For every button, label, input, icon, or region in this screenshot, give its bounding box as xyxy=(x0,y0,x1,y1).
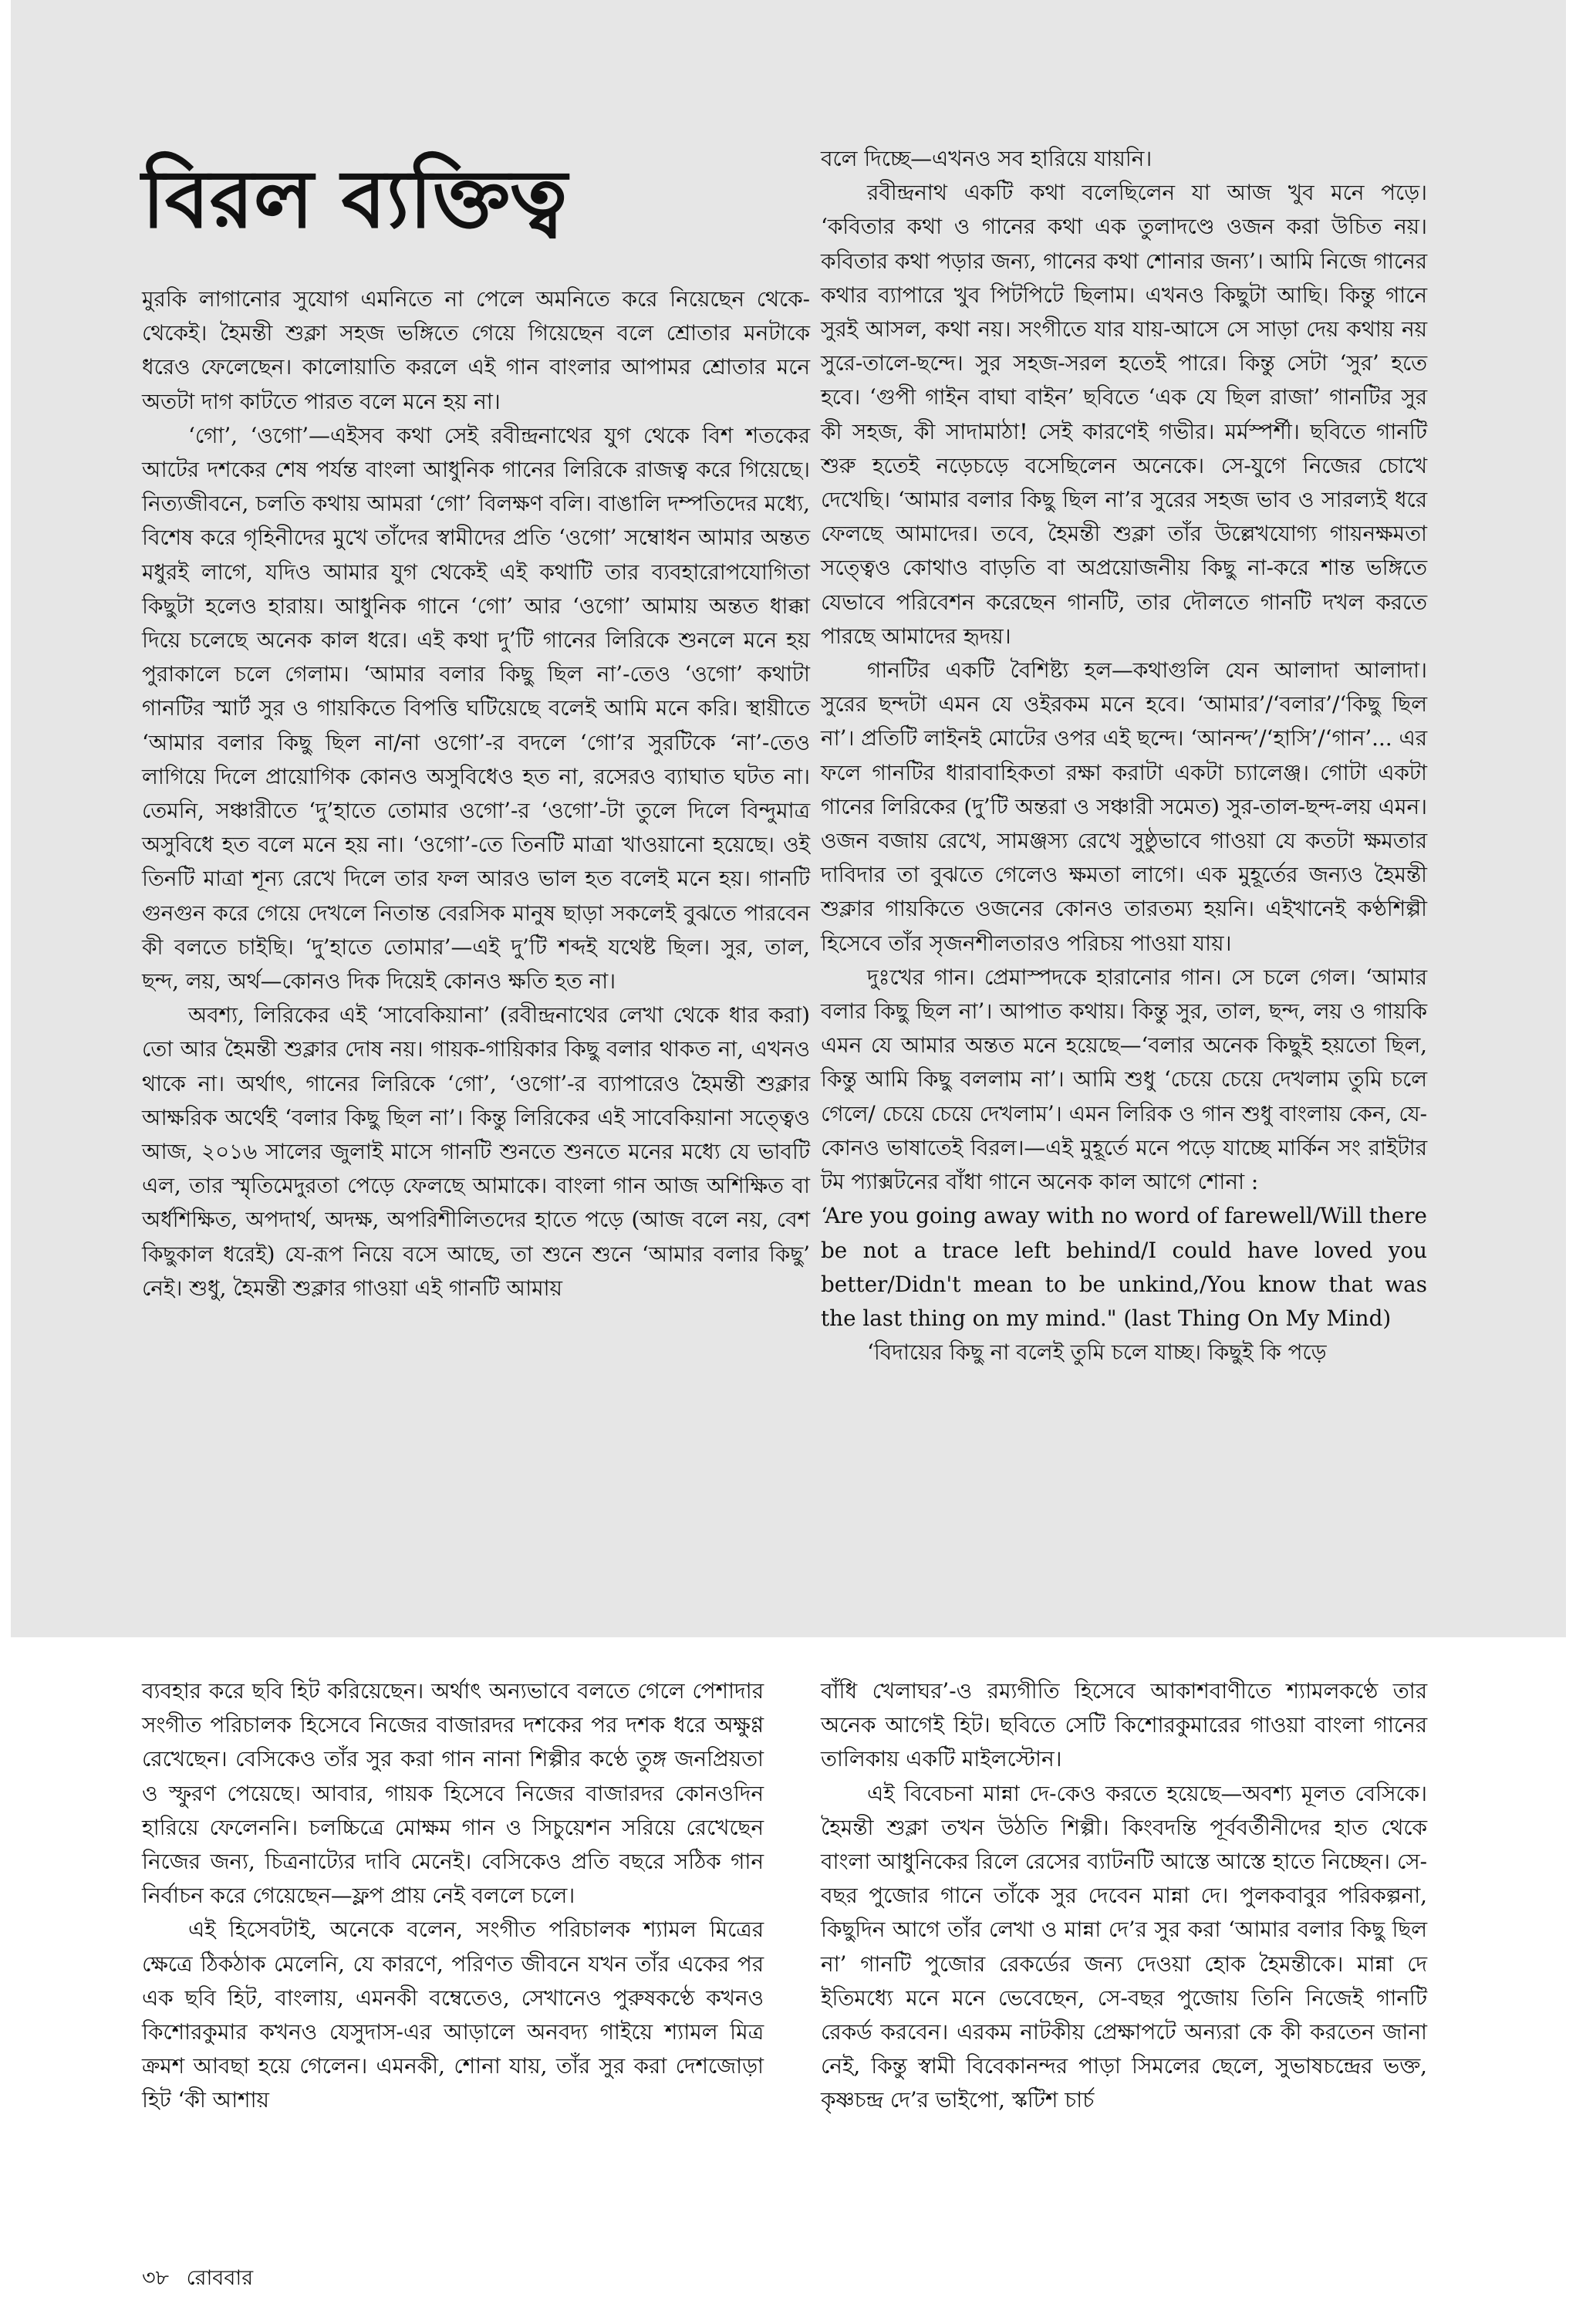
magazine-name: রোববার xyxy=(186,2266,254,2290)
paragraph: মুরকি লাগানোর সুযোগ এমনিতে না পেলে অমনিতে করে নিয়েছেন থেকে-থেকেই। হৈমন্তী শুক্লা সহজ ভঙ্গিতে গেয়ে গিয়েছেন বলে শ্রোতার মনটাকে ধরেও ফেলেছেন। কালোয়াতি করলে এই গান বাংলার আপামর শ্রোতার মনে অতটা দাগ কাটতে পারত বলে মনে হয় না। xyxy=(142,286,810,414)
paragraph: গানটির একটি বৈশিষ্ট্য হল—কথাগুলি যেন আলাদা আলাদা। সুরের ছন্দটা এমন যে ওইরকম মনে হবে। ‘আমার’/‘বলার’/‘কিছু ছিল না’। প্রতিটি লাইনই মোটের ওপর এই ছন্দে। ‘আনন্দ’/‘হাসি’/‘গান’... এর ফলে গানটির ধারাবাহিকতা রক্ষা করাটা একটা চ্যালেঞ্জ। গোটা একটা গানের লিরিকের (দু’টি অন্তরা ও সঞ্চারী সমেত) সুর-তাল-ছন্দ-লয় এমন। ওজন বজায় রেখে, সামঞ্জস্য রেখে সুষ্ঠুভাবে গাওয়া যে কতটা ক্ষমতার দাবিদার তা বুঝতে গেলেও ক্ষমতা লাগে। এক মুহূর্তের জন্যও হৈমন্তী শুক্লার গায়কিতে ওজনের কোনও তারতম্য হয়নি। এইখানেই কণ্ঠশিল্পী হিসেবে তাঁর সৃজনশীলতারও পরিচয় পাওয়া যায়। xyxy=(821,657,1427,956)
column-4 xyxy=(821,1674,1427,2118)
paragraph: রবীন্দ্রনাথ একটি কথা বলেছিলেন যা আজ খুব মনে পড়ে। ‘কবিতার কথা ও গানের কথা এক তুলাদণ্ডে ওজন করা উচিত নয়। কবিতার কথা পড়ার জন্য, গানের কথা শোনার জন্য’। আমি নিজে গানের কথার ব্যাপারে খুব পিটপিটে ছিলাম। এখনও কিছুটা আছি। কিন্তু গানে সুরই আসল, কথা নয়। সংগীতে যার যায়-আসে সে সাড়া দেয় কথায় নয় সুরে-তালে-ছন্দে। সুর সহজ-সরল হতেই পারে। কিন্তু সেটা ‘সুর’ হতে হবে। ‘গুপী গাইন বাঘা বাইন’ ছবিতে ‘এক যে ছিল রাজা’ গানটির সুর কী সহজ, কী সাদামাঠা! সেই কারণেই গভীর। মর্মস্পর্শী। ছবিতে গানটি শুরু হতেই নড়েচড়ে বসেছিলেন অনেকে। সে-যুগে নিজের চোখে দেখেছি। ‘আমার বলার কিছু ছিল না’র সুরের সহজ ভাব ও সারল্যই ধরে ফেলছে আমাদের। তবে, হৈমন্তী শুক্লা তাঁর উল্লেখযোগ্য গায়নক্ষমতা সত্ত্বেও কোথাও বাড়তি বা অপ্রয়োজনীয় কিছু না-করে শান্ত ভঙ্গিতে যেভাবে পরিবেশন করেছেন গানটি, তার দৌলতে গানটি দখল করতে পারছে আমাদের হৃদয়। xyxy=(821,180,1427,649)
paragraph: দুঃখের গান। প্রেমাস্পদকে হারানোর গান। সে চলে গেল। ‘আমার বলার কিছু ছিল না’। আপাত কথায়। কিন্তু সুর, তাল, ছন্দ, লয় ও গায়কি এমন যে আমার অন্তত মনে হয়েছে—‘বলার অনেক কিছুই হয়তো ছিল, কিন্তু আমি কিছু বললাম না’। আমি শুধু ‘চেয়ে চেয়ে দেখলাম তুমি চলে গেলে/ চেয়ে চেয়ে দেখলাম’। এমন লিরিক ও গান শুধু বাংলায় কেন, যে-কোনও ভাষাতেই বিরল।—এই মুহূর্তে মনে পড়ে যাচ্ছে মার্কিন সং রাইটার টম প্যাক্সটনের বাঁধা গানে অনেক কাল আগে শোনা : xyxy=(821,964,1427,1195)
paragraph: বাঁধি খেলাঘর’-ও রম্যগীতি হিসেবে আকাশবাণীতে শ্যামলকণ্ঠে তার অনেক আগেই হিট। ছবিতে সেটি কিশোরকুমারের গাওয়া বাংলা গানের তালিকায় একটি মাইলস্টোন। xyxy=(821,1678,1427,1772)
page-footer xyxy=(142,2262,264,2297)
paragraph: ব্যবহার করে ছবি হিট করিয়েছেন। অর্থাৎ অন্যভাবে বলতে গেলে পেশাদার সংগীত পরিচালক হিসেবে নিজের বাজারদর দশকের পর দশক ধরে অক্ষুণ্ণ রেখেছেন। বেসিকেও তাঁর সুর করা গান নানা শিল্পীর কণ্ঠে তুঙ্গ জনপ্রিয়তা ও স্ফুরণ পেয়েছে। আবার, গায়ক হিসেবে নিজের বাজারদর কোনওদিন হারিয়ে ফেলেননি। চলচ্চিত্রে মোক্ষম গান ও সিচুয়েশন সরিয়ে রেখেছেন নিজের জন্য, চিত্রনাট্যের দাবি মেনেই। বেসিকেও প্রতি বছরে সঠিক গান নির্বাচন করে গেয়েছেন—ফ্লপ প্রায় নেই বললে চলে। xyxy=(142,1678,764,1909)
paragraph: ‘বিদায়ের কিছু না বলেই তুমি চলে যাচ্ছ। কিছুই কি পড়ে xyxy=(867,1339,1327,1366)
column-3 xyxy=(142,1674,764,2118)
paragraph: ‘গো’, ‘ওগো’—এইসব কথা সেই রবীন্দ্রনাথের যুগ থেকে বিশ শতকের আটের দশকের শেষ পর্যন্ত বাংলা আধুনিক গানের লিরিকে রাজত্ব করে গিয়েছে। নিত্যজীবনে, চলতি কথায় আমরা ‘গো’ বিলক্ষণ বলি। বাঙালি দম্পতিদের মধ্যে, বিশেষ করে গৃহিনীদের মুখে তাঁদের স্বামীদের প্রতি ‘ওগো’ সম্বোধন আমার অন্তত মধুরই লাগে, যদিও আমার যুগ থেকেই এই কথাটি তার ব্যবহারোপযোগিতা কিছুটা হলেও হারায়। আধুনিক গানে ‘গো’ আর ‘ওগো’ আমায় অন্তত ধাক্কা দিয়ে চলেছে অনেক কাল ধরে। এই কথা দু’টি গানের লিরিকে শুনলে মনে হয় পুরাকালে চলে গেলাম। ‘আমার বলার কিছু ছিল না’-তেও ‘ওগো’ কথাটা গানটির স্মার্ট সুর ও গায়কিতে বিপত্তি ঘটিয়েছে বলেই আমি মনে করি। স্থায়ীতে ‘আমার বলার কিছু ছিল না/না ওগো’-র বদলে ‘গো’র সুরটিকে ‘না’-তেও লাগিয়ে দিলে প্রায়োগিক কোনও অসুবিধেও হত না, রসেরও ব্যাঘাত ঘটত না। তেমনি, সঞ্চারীতে ‘দু’হাতে তোমার ওগো’-র ‘ওগো’-টা তুলে দিলে বিন্দুমাত্র অসুবিধে হত বলে মনে হয় না। ‘ওগো’-তে তিনটি মাত্রা খাওয়ানো হয়েছে। ওই তিনটি মাত্রা শূন্য রেখে দিলে তার ফল আরও ভাল হত বলেই মনে হয়। গানটি গুনগুন করে গেয়ে দেখলে নিতান্ত বেরসিক মানুষ ছাড়া সকলেই বুঝতে পারবেন কী বলতে চাইছি। ‘দু’হাতে তোমার’—এই দু’টি শব্দই যথেষ্ট ছিল। সুর, তাল, ছন্দ, লয়, অর্থ—কোনও দিক দিয়েই কোনও ক্ষতি হত না। xyxy=(142,422,810,995)
paragraph: এই হিসেবটাই, অনেকে বলেন, সংগীত পরিচালক শ্যামল মিত্রের ক্ষেত্রে ঠিকঠাক মেলেনি, যে কারণে, পরিণত জীবনে যখন তাঁর একের পর এক ছবি হিট, বাংলায়, এমনকী বম্বেতেও, সেখানেও পুরুষকণ্ঠে কখনও কিশোরকুমার কখনও যেসুদাস-এর আড়ালে অনবদ্য গাইয়ে শ্যামল মিত্র ক্রমশ আবছা হয়ে গেলেন। এমনকী, শোনা যায়, তাঁর সুর করা দেশজোড়া হিট ‘কী আশায় xyxy=(142,1917,764,2113)
article-title: বিরল ব্যক্তিত্ব xyxy=(142,151,568,246)
english-quote: ‘Are you going away with no word of farewell/Will there be not a trace left behind/I could have loved you better/Didn't mean to be unkind,/You know that was the last thing on my mind." (last Thing On My Mind) xyxy=(821,1203,1427,1331)
paragraph: এই বিবেচনা মান্না দে-কেও করতে হয়েছে—অবশ্য মূলত বেসিকে। হৈমন্তী শুক্লা তখন উঠতি শিল্পী। কিংবদন্তি পূর্ববর্তীনীদের হাত থেকে বাংলা আধুনিকের রিলে রেসের ব্যাটনটি আস্তে আস্তে হাতে নিচ্ছেন। সে-বছর পুজোর গানে তাঁকে সুর দেবেন মান্না দে। পুলকবাবুর পরিকল্পনা, কিছুদিন আগে তাঁর লেখা ও মান্না দে’র সুর করা ‘আমার বলার কিছু ছিল না’ গানটি পুজোর রেকর্ডের জন্য দেওয়া হোক হৈমন্তীকে। মান্না দে ইতিমধ্যে মনে মনে ভেবেছেন, সে-বছর পুজোয় তিনি নিজেই গানটি রেকর্ড করবেন। এরকম নাটকীয় প্রেক্ষাপটে অন্যরা কে কী করতেন জানা নেই, কিন্তু স্বামী বিবেকানন্দর পাড়া সিমলের ছেলে, সুভাষচন্দ্রের ভক্ত, কৃষ্ণচন্দ্র দে’র ভাইপো, স্কটিশ চার্চ xyxy=(821,1780,1427,2113)
column-1 xyxy=(142,282,810,1306)
paragraph: অবশ্য, লিরিকের এই ‘সাবেকিয়ানা’ (রবীন্দ্রনাথের লেখা থেকে ধার করা) তো আর হৈমন্তী শুক্লার দোষ নয়। গায়ক-গায়িকার কিছু বলার থাকত না, এখনও থাকে না। অর্থাৎ, গানের লিরিকে ‘গো’, ‘ওগো’-র ব্যাপারেও হৈমন্তী শুক্লার আক্ষরিক অর্থেই ‘বলার কিছু ছিল না’। কিন্তু লিরিকের এই সাবেকিয়ানা সত্ত্বেও আজ, ২০১৬ সালের জুলাই মাসে গানটি শুনতে শুনতে মনের মধ্যে যে ভাবটি এল, তার স্মৃতিমেদুরতা পেড়ে ফেলছে আমাকে। বাংলা গান আজ অশিক্ষিত বা অর্ধশিক্ষিত, অপদার্থ, অদক্ষ, অপরিশীলিতদের হাতে পড়ে (আজ বলে নয়, বেশ কিছুকাল ধরেই) যে-রূপ নিয়ে বসে আছে, তা শুনে শুনে ‘আমার বলার কিছু’ নেই। শুধু, হৈমন্তী শুক্লার গাওয়া এই গানটি আমায় xyxy=(142,1002,810,1301)
column-2 xyxy=(821,142,1427,1370)
page-number: ৩৮ xyxy=(142,2266,170,2290)
paragraph: বলে দিচ্ছে—এখনও সব হারিয়ে যায়নি। xyxy=(821,146,1152,171)
